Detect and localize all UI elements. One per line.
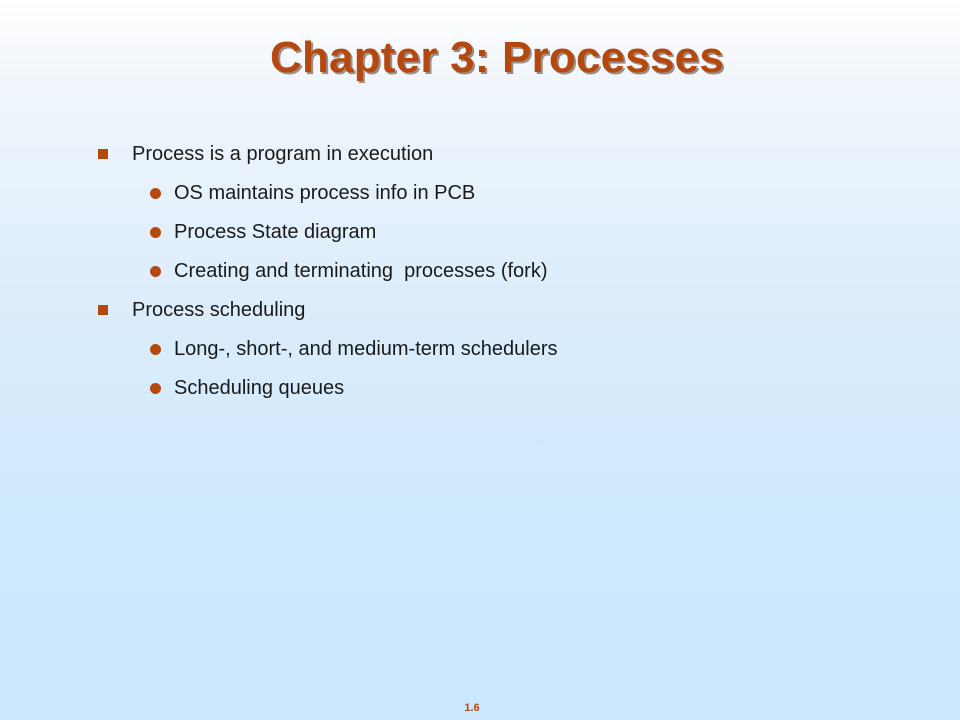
square-bullet-icon — [98, 305, 108, 315]
sub-bullet-item — [150, 215, 376, 249]
bullet-text: Process scheduling — [132, 299, 306, 321]
round-bullet-icon — [150, 227, 161, 238]
decorative-speck — [171, 522, 172, 523]
page-number: 1.6 — [464, 702, 480, 714]
round-bullet-icon — [150, 383, 161, 394]
bullet-text: OS maintains process info in PCB — [174, 182, 476, 204]
sub-bullet-item — [150, 371, 344, 405]
square-bullet-icon — [98, 149, 108, 159]
bullet-item — [98, 137, 433, 171]
slide-title: Chapter 3: Processes — [270, 33, 724, 82]
round-bullet-icon — [150, 266, 161, 277]
bullet-text: Scheduling queues — [174, 377, 345, 399]
sub-bullet-item — [150, 332, 558, 366]
sub-bullet-item — [150, 176, 475, 210]
round-bullet-icon — [150, 344, 161, 355]
sub-bullet-item — [150, 254, 548, 288]
bullet-text: Process State diagram — [174, 221, 377, 243]
bullet-text: Long-, short-, and medium-term schedulers — [174, 338, 558, 360]
bullet-item — [98, 293, 305, 327]
bullet-text: Creating and terminating processes (fork) — [174, 260, 548, 282]
bullet-text: Process is a program in execution — [132, 143, 434, 165]
round-bullet-icon — [150, 188, 161, 199]
decorative-speck — [540, 441, 541, 442]
